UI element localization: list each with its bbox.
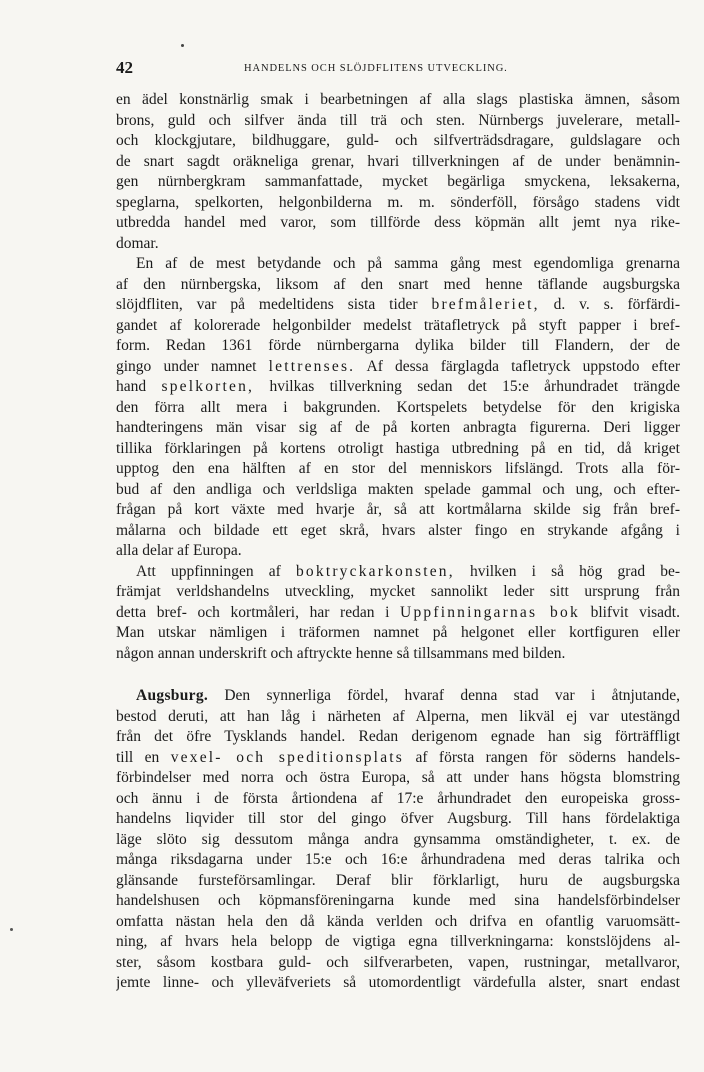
text-line: ster, såsom kostbara guld- och silfverarbeten, vapen, rustningar, metallvaror,: [116, 953, 680, 971]
text-run: detta bref- och kortmåleri, har redan i: [116, 603, 390, 621]
text-line: den förra allt mera i bakgrunden. Kortspelets betydelse för den krigiska: [116, 398, 680, 416]
text-line: och ännu i de första årtiondena af 17:e århundradet den europeiska gross-: [116, 789, 680, 807]
text-line: bud af den andliga och verldsliga makten spelade gammal och ung, och efter-: [116, 480, 680, 498]
text-line: frågan på kort växte med hvarje år, så att kortmålarna skilde sig från bref-: [116, 501, 680, 518]
text-run: slöjdfliten, var på medeltidens sista tider: [116, 296, 418, 313]
running-title: HANDELNS OCH SLÖJDFLITENS UTVECKLING.: [244, 63, 508, 74]
text-run: d. v. s. förfärdi-: [553, 296, 680, 313]
text-line: [116, 295, 680, 316]
text-line: glänsande fursteförsamlingar. Deraf blir förklarligt, huru de augsburgska: [116, 871, 680, 889]
text-line: alla delar af Europa.: [116, 542, 242, 559]
text-line: [116, 686, 680, 707]
text-line: gandet af kolorerade helgonbilder medelst trätafletryck på styft papper i bref-: [116, 316, 680, 334]
text-line: de snart sagdt oräkneliga grenar, hvari tillverkningen af de under benämnin-: [116, 152, 680, 170]
text-line: någon annan underskrift och aftryckte henne så tillsammans med bilden.: [116, 644, 566, 662]
text-line: Man utskar nämligen i träformen namnet på helgonet eller kortfiguren eller: [116, 624, 680, 641]
text-line: en ädel konstnärlig smak i bearbetningen af alla slags plastiska ämnen, såsom: [116, 91, 680, 108]
text-run: gingo under namnet: [116, 357, 257, 375]
text-line: främjat verldshandelns utveckling, mycket sannolikt leder sitt ursprung från: [116, 583, 680, 600]
text-line: domar.: [116, 234, 159, 252]
text-run: Den synnerliga fördel, hvaraf denna stad var i åtnjutande,: [224, 687, 680, 704]
text-line: [116, 357, 680, 378]
text-line: [116, 603, 680, 624]
text-line: ning, af hvars hela belopp de vigtiga egna tillverkningarna: konstslöjdens al-: [116, 933, 680, 950]
text-line: gen nürnbergkram sammanfattade, mycket begärliga smyckena, leksakerna,: [116, 173, 680, 190]
text-line: och klockgjutare, bildhuggare, guld- och silfverträdsdragare, guldslagare och: [116, 132, 680, 149]
text-line: En af de mest betydande och på samma gång mest egendomliga grenarna: [136, 255, 680, 272]
text-line: speglarna, spelkorten, helgonbilderna m. m. sönderföll, försågo stadens vidt: [116, 193, 680, 211]
spaced-term: lettrenses.: [268, 357, 356, 375]
text-line: läge slöto sig dessutom många andra gynsamma omständigheter, t. ex. de: [116, 830, 680, 848]
spaced-term: boktryckarkonsten,: [295, 562, 455, 580]
text-line: tillika förklaringen på kortens otroligt hastiga utbredning på en tid, då kriget: [116, 439, 680, 457]
text-line: bestod deruti, att han låg i närheten af Alperna, men likväl ej var utestängd: [116, 707, 680, 725]
text-run: af första rangen för söderns handels-: [415, 748, 680, 766]
text-line: utbredda handel med varor, som tillförde dess köpmän allt jemt nya rike-: [116, 214, 680, 231]
spaced-term: brefmåleriet,: [431, 296, 540, 313]
spaced-term: Uppfinningarnas bok: [400, 603, 580, 621]
text-run: hvilken i så hög grad be-: [469, 562, 680, 580]
body-text: [116, 90, 680, 994]
spaced-term: spelkorten,: [161, 378, 255, 395]
text-line: omfatta nästan hela den då kända verlden och drifva en ofantlig varuomsätt-: [116, 912, 680, 930]
text-run: blifvit visadt.: [590, 603, 680, 621]
text-line: brons, guld och silfver ända till trä och sten. Nürnbergs juvelerare, metall-: [116, 111, 680, 129]
section-gap: [116, 664, 680, 686]
text-line: handteringens män visar sig af de på korten anbragta figurerna. Deri ligger: [116, 419, 680, 436]
text-line: från det öfre Tysklands handel. Redan derigenom egnade han sig förträffligt: [116, 728, 680, 745]
text-line: form. Redan 1361 förde nürnbergarna dylika bilder till Flandern, der de: [116, 337, 680, 354]
text-line: [116, 377, 680, 398]
page-number: 42: [116, 58, 133, 77]
text-line: handelns liqvider till stor del gingo öfver Augsburg. Till hans fördelaktiga: [116, 810, 680, 827]
margin-mark: [10, 928, 13, 931]
section-heading: Augsburg.: [136, 687, 209, 704]
text-line: målarna och bildade ett eget skrå, hvars alster fingo en strykande afgång i: [116, 521, 680, 539]
stray-mark: [181, 44, 184, 47]
text-line: jemte linne- och ylleväfveriets så utomordentligt värdefulla alster, snart endast: [116, 974, 680, 991]
text-line: många riksdagarna under 15:e och 16:e århundradena med deras talrika och: [116, 851, 680, 868]
text-run: till en: [116, 748, 160, 766]
text-run: hand: [116, 378, 147, 395]
text-run: Att uppfinningen af: [136, 562, 281, 580]
text-line: upptog den ena hälften af en stor del menniskors lifslängd. Trots alla för-: [116, 460, 680, 477]
page-header: [116, 58, 676, 80]
text-line: af den nürnbergska, liksom af den snart med henne täflande augsburgska: [116, 275, 680, 293]
spaced-term: vexel- och speditionsplats: [170, 748, 405, 766]
text-run: hvilkas tillverkning sedan det 15:e århundradet trängde: [269, 378, 680, 395]
text-line: [116, 562, 680, 583]
text-line: [116, 748, 680, 769]
text-run: Af dessa färglagda tafletryck uppstodo efter: [366, 357, 680, 375]
text-line: handelshusen och köpmansföreningarna kunde med sina handelsförbindelser: [116, 892, 680, 909]
text-line: förbindelser med norra och östra Europa, så att under hans högsta blomstring: [116, 769, 680, 786]
